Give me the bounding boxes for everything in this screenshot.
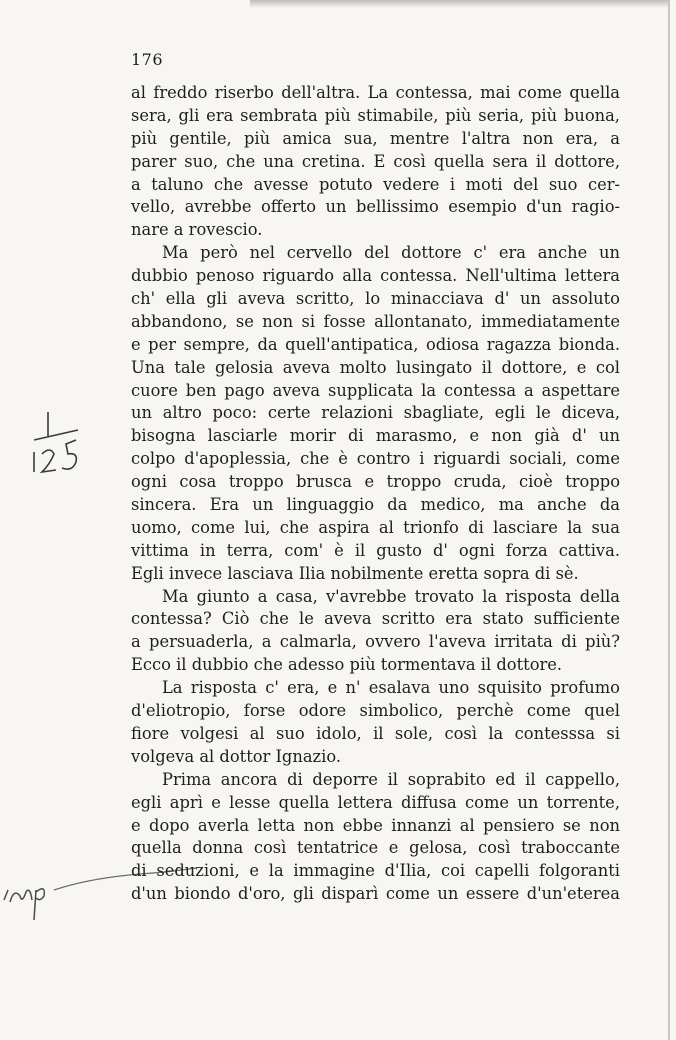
text-line: d'eliotropio, forse odore simbolico, perchè come quel (131, 701, 620, 721)
body-text (131, 82, 620, 906)
scan-shadow (250, 0, 670, 8)
text-line: sera, gli era sembrata più stimabile, più seria, più buona, (131, 105, 620, 125)
text-line: dubbio penoso riguardo alla contessa. Nell'ultima lettera (131, 266, 620, 286)
text-line: uomo, come lui, che aspira al trionfo di lasciare la sua (131, 517, 620, 537)
text-line: parer suo, che una cretina. E così quella sera il dottore, (131, 151, 620, 171)
text-line: La risposta c' era, e n' esalava uno squisito profumo (162, 678, 620, 698)
text-line: egli aprì e lesse quella lettera diffusa come un torrente, (131, 792, 620, 812)
text-line: fiore volgesi al suo idolo, il sole, così la contesssa si (131, 723, 620, 743)
text-line: più gentile, più amica sua, mentre l'altra non era, a (131, 128, 620, 148)
text-line: Ecco il dubbio che adesso più tormentava il dottore. (131, 655, 563, 675)
text-line: contessa? Ciò che le aveva scritto era stato sufficiente (131, 609, 620, 629)
text-line: al freddo riserbo dell'altra. La contessa, mai come quella (131, 83, 620, 102)
text-line: bisogna lasciarle morir di marasmo, e non già d' un (131, 426, 620, 446)
page-number: 176 (131, 50, 164, 69)
text-line: Una tale gelosia aveva molto lusingato il dottore, e col (131, 357, 620, 377)
text-line: volgeva al dottor Ignazio. (131, 746, 342, 766)
text-line: nare a rovescio. (131, 220, 263, 240)
text-line: abbandono, se non si fosse allontanato, immediatamente (131, 311, 620, 331)
text-line: d'un biondo d'oro, gli disparì come un essere d'un'eterea (131, 884, 620, 904)
text-line: sincera. Era un linguaggio da medico, ma anche da (131, 495, 620, 515)
text-line: di seduzioni, e la immagine d'Ilia, coi capelli folgoranti (131, 861, 620, 881)
text-line: a taluno che avesse potuto vedere i moti del suo cer- (131, 174, 620, 194)
text-line: vittima in terra, com' è il gusto d' ogni forza cattiva. (131, 540, 620, 560)
text-line: Egli invece lasciava Ilia nobilmente eretta sopra di sè. (131, 563, 579, 583)
text-line: Prima ancora di deporre il soprabito ed il cappello, (162, 769, 620, 789)
text-line: vello, avrebbe offerto un bellissimo esempio d'un ragio- (131, 197, 620, 217)
text-line: Ma giunto a casa, v'avrebbe trovato la risposta della (162, 586, 620, 606)
text-line: quella donna così tentatrice e gelosa, così traboccante (131, 838, 620, 858)
text-line: colpo d'apoplessia, che è contro i riguardi sociali, come (131, 449, 620, 469)
text-line: e per sempre, da quell'antipatica, odiosa ragazza bionda. (131, 334, 620, 354)
text-line: e dopo averla letta non ebbe innanzi al pensiero se non (131, 815, 620, 835)
text-line: ch' ella gli aveva scritto, lo minacciava d' un assoluto (131, 289, 620, 309)
text-line: a persuaderla, a calmarla, ovvero l'aveva irritata di più? (131, 632, 620, 652)
text-line: un altro poco: certe relazioni sbagliate, egli le diceva, (131, 403, 620, 423)
text-line: cuore ben pago aveva supplicata la contessa a aspettare (131, 380, 620, 400)
text-line: ogni cosa troppo brusca e troppo cruda, cioè troppo (131, 472, 620, 492)
text-line: Ma però nel cervello del dottore c' era anche un (162, 243, 620, 263)
page-edge (668, 0, 670, 1040)
margin-annotation-pencil (20, 410, 100, 480)
